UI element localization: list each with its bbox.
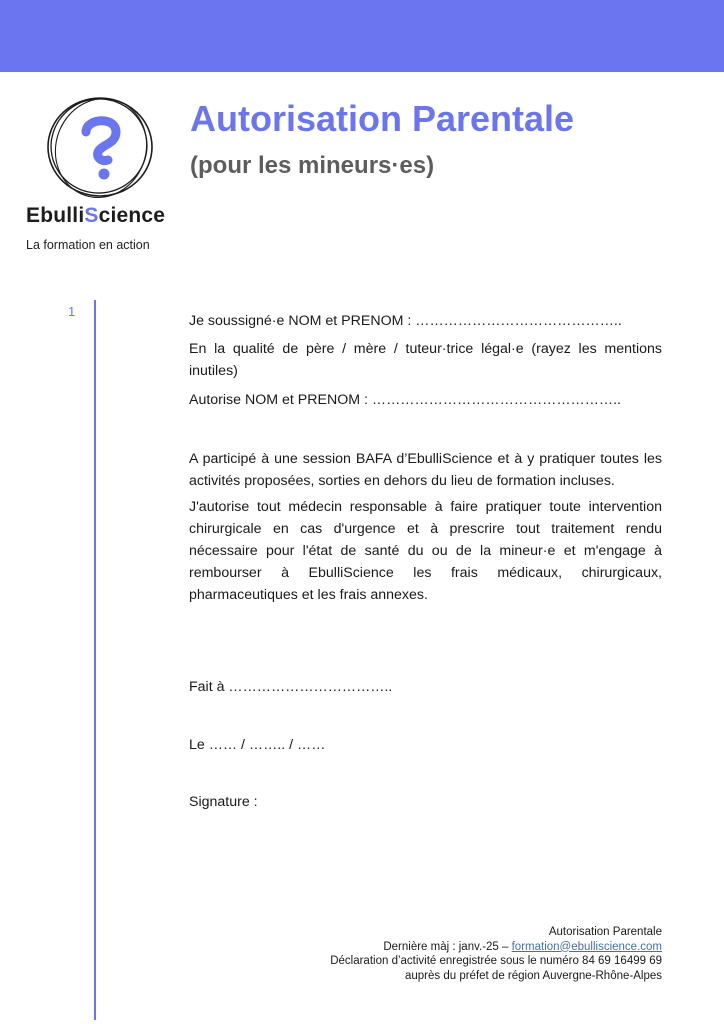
child-name-line: Autorise NOM et PRENOM : …………………………………………….. xyxy=(189,392,621,408)
line-number: 1 xyxy=(68,304,76,319)
page-subtitle: (pour les mineurs·es) xyxy=(190,152,435,179)
footer-declaration: Déclaration d’activité enregistrée sous le numéro 84 69 16499 69 xyxy=(330,955,662,967)
contact-email-link[interactable]: formation@ebulliscience.com xyxy=(511,940,662,953)
parent-role-line: En la qualité de père / mère / tuteur·trice légal·e (rayez les mentions inutiles) xyxy=(189,341,662,379)
page-title: Autorisation Parentale xyxy=(190,98,575,139)
header-band xyxy=(0,0,724,72)
logo-tagline: La formation en action xyxy=(26,238,150,252)
footer xyxy=(330,925,662,983)
footer-title: Autorisation Parentale xyxy=(548,926,662,938)
logo-wordmark: EbulliScience xyxy=(26,204,166,227)
signature-line: Signature : xyxy=(189,794,258,810)
parent-name-line: Je soussigné·e NOM et PRENOM : …………………………………….. xyxy=(189,313,622,329)
date-line: Le …… / …….. / …… xyxy=(189,737,326,753)
question-mark-logo-icon xyxy=(42,92,158,202)
footer-prefecture: auprès du préfet de région Auvergne-Rhône-Alpes xyxy=(404,969,662,982)
footer-update-line: Dernière màj : janv.-25 – formation@ebulliscience.com xyxy=(383,940,662,953)
place-line: Fait à …………………………….. xyxy=(189,679,393,695)
participation-paragraph: A participé à une session BAFA d’EbulliScience et à y pratiquer toutes les activités proposées, sorties en dehors du lieu de formation incluses. xyxy=(189,451,662,489)
medical-authorization-paragraph: J'autorise tout médecin responsable à faire pratiquer toute intervention chirurgicale en cas d'urgence et à prescrire tout traitement rendu nécessaire pour l'état de santé du ou de la mineur·e et m'engage à rembourser à EbulliScience les frais médicaux, chirurgicaux, pharmaceutiques et les frais annexes. xyxy=(189,499,662,603)
margin-rule xyxy=(94,300,96,1020)
ebulliscience-logo xyxy=(24,92,174,262)
